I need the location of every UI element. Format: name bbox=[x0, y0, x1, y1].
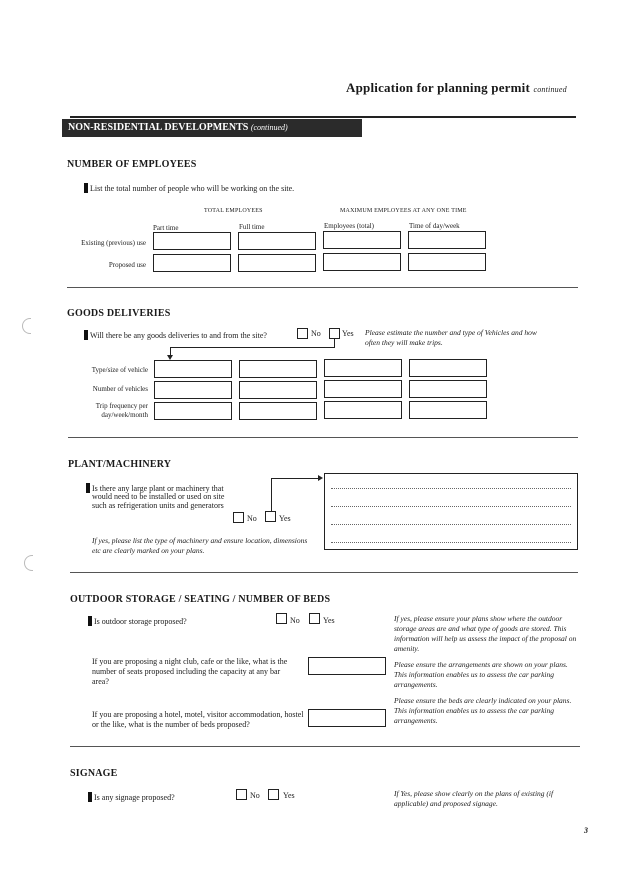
machinery-line-1 bbox=[331, 488, 571, 489]
section-divider bbox=[70, 746, 580, 747]
plant-heading: PLANT/MACHINERY bbox=[68, 459, 172, 470]
row-proposed-use: Proposed use bbox=[108, 261, 146, 269]
punch-hole-mark bbox=[22, 318, 31, 334]
form-title-continued: continued bbox=[533, 85, 567, 94]
plant-no-label: No bbox=[247, 514, 257, 523]
plant-question-line1: Is there any large plant or machinery that bbox=[92, 484, 224, 493]
beds-number-field[interactable] bbox=[308, 709, 386, 727]
row-existing-use: Existing (previous) use bbox=[81, 239, 146, 247]
outdoor-question bbox=[88, 616, 187, 626]
row-trip-frequency: Trip frequency per bbox=[95, 402, 148, 410]
row-trip-frequency-unit: day/week/month bbox=[101, 411, 148, 419]
banner-continued: (continued) bbox=[250, 123, 288, 132]
existing-time-of-day-field[interactable] bbox=[408, 231, 486, 249]
beds-question: If you are proposing a hotel, motel, visitor accommodation, hostel or the like, what is the number of beds proposed? bbox=[92, 710, 304, 729]
machinery-line-4 bbox=[331, 542, 571, 543]
header-rule bbox=[70, 116, 576, 118]
goods-question-text: Will there be any goods deliveries to and from the site? bbox=[90, 331, 267, 340]
col-part-time: Part time bbox=[153, 224, 179, 232]
plant-note: If yes, please list the type of machinery and ensure location, dimensions etc are clearly marked on your plans. bbox=[92, 536, 308, 555]
employees-question-text: List the total number of people who will be working on the site. bbox=[90, 184, 295, 193]
vehicle-type-field-4[interactable] bbox=[409, 359, 487, 377]
goods-yes-checkbox[interactable] bbox=[329, 328, 340, 339]
max-employees-header: MAXIMUM EMPLOYEES AT ANY ONE TIME bbox=[340, 208, 467, 214]
goods-note: Please estimate the number and type of Vehicles and how often they will make trips. bbox=[365, 328, 537, 347]
form-title bbox=[346, 80, 567, 96]
arrow-right-icon bbox=[318, 475, 323, 481]
signage-question-text: Is any signage proposed? bbox=[94, 793, 175, 802]
signage-heading: SIGNAGE bbox=[70, 768, 118, 779]
trip-frequency-field-3[interactable] bbox=[324, 401, 402, 419]
vehicle-number-field-1[interactable] bbox=[154, 381, 232, 399]
vehicle-type-field-2[interactable] bbox=[239, 360, 317, 378]
plant-connector bbox=[271, 478, 272, 512]
section-divider bbox=[67, 287, 578, 288]
vehicle-number-field-2[interactable] bbox=[239, 381, 317, 399]
vehicle-type-field-3[interactable] bbox=[324, 359, 402, 377]
outdoor-no-checkbox[interactable] bbox=[276, 613, 287, 624]
row-vehicle-number: Number of vehicles bbox=[92, 385, 148, 393]
goods-no-label: No bbox=[311, 329, 321, 338]
outdoor-note: If yes, please ensure your plans show where the outdoor storage areas are and what type of goods are stored. This information will help us assess the impact of the proposal on amenity. bbox=[394, 614, 577, 653]
proposed-part-time-field[interactable] bbox=[153, 254, 231, 272]
signage-no-label: No bbox=[250, 791, 260, 800]
plant-question-line2: would need to be installed or used on site bbox=[92, 492, 225, 501]
section-divider bbox=[70, 572, 578, 573]
signage-no-checkbox[interactable] bbox=[236, 789, 247, 800]
outdoor-no-label: No bbox=[290, 616, 300, 625]
total-employees-header: TOTAL EMPLOYEES bbox=[204, 208, 263, 214]
proposed-full-time-field[interactable] bbox=[238, 254, 316, 272]
page-number: 3 bbox=[584, 826, 588, 835]
goods-yes-label: Yes bbox=[342, 329, 354, 338]
section-divider bbox=[68, 437, 578, 438]
plant-yes-label: Yes bbox=[279, 514, 291, 523]
seating-question: If you are proposing a night club, cafe or the like, what is the number of seats proposed including the capacity at any bar area? bbox=[92, 657, 288, 686]
question-marker bbox=[88, 616, 92, 626]
punch-hole-mark bbox=[24, 555, 33, 571]
col-employees-total: Employees (total) bbox=[324, 222, 374, 230]
existing-part-time-field[interactable] bbox=[153, 232, 231, 250]
proposed-time-of-day-field[interactable] bbox=[408, 253, 486, 271]
outdoor-yes-label: Yes bbox=[323, 616, 335, 625]
goods-connector bbox=[170, 347, 335, 348]
employees-heading: NUMBER OF EMPLOYEES bbox=[67, 159, 197, 170]
trip-frequency-field-2[interactable] bbox=[239, 402, 317, 420]
signage-question bbox=[88, 792, 175, 802]
goods-no-checkbox[interactable] bbox=[297, 328, 308, 339]
trip-frequency-field-1[interactable] bbox=[154, 402, 232, 420]
goods-heading: GOODS DELIVERIES bbox=[67, 308, 171, 319]
seats-number-field[interactable] bbox=[308, 657, 386, 675]
machinery-list-box[interactable] bbox=[324, 473, 578, 550]
outdoor-question-text: Is outdoor storage proposed? bbox=[94, 617, 187, 626]
signage-note: If Yes, please show clearly on the plans of existing (if applicable) and proposed signage. bbox=[394, 789, 554, 808]
plant-yes-checkbox[interactable] bbox=[265, 511, 276, 522]
question-marker bbox=[88, 792, 92, 802]
proposed-employees-total-field[interactable] bbox=[323, 253, 401, 271]
banner-title: NON-RESIDENTIAL DEVELOPMENTS bbox=[68, 122, 249, 133]
outdoor-yes-checkbox[interactable] bbox=[309, 613, 320, 624]
vehicle-number-field-3[interactable] bbox=[324, 380, 402, 398]
trip-frequency-field-4[interactable] bbox=[409, 401, 487, 419]
vehicle-type-field-1[interactable] bbox=[154, 360, 232, 378]
row-vehicle-type: Type/size of vehicle bbox=[91, 366, 148, 374]
question-marker bbox=[84, 330, 88, 340]
section-banner bbox=[62, 119, 362, 137]
plant-connector bbox=[271, 478, 319, 479]
vehicle-number-field-4[interactable] bbox=[409, 380, 487, 398]
beds-note: Please ensure the beds are clearly indicated on your plans. This information enables us to assess the car parking arrangements. bbox=[394, 696, 572, 725]
machinery-line-3 bbox=[331, 524, 571, 525]
col-full-time: Full time bbox=[239, 223, 265, 231]
form-title-text: Application for planning permit bbox=[346, 80, 531, 95]
outdoor-heading: OUTDOOR STORAGE / SEATING / NUMBER OF BEDS bbox=[70, 594, 331, 605]
question-marker bbox=[86, 483, 90, 493]
signage-yes-label: Yes bbox=[283, 791, 295, 800]
machinery-line-2 bbox=[331, 506, 571, 507]
question-marker bbox=[84, 183, 88, 193]
signage-yes-checkbox[interactable] bbox=[268, 789, 279, 800]
employees-question bbox=[84, 183, 294, 193]
plant-no-checkbox[interactable] bbox=[233, 512, 244, 523]
col-time-of-day: Time of day/week bbox=[409, 222, 460, 230]
existing-employees-total-field[interactable] bbox=[323, 231, 401, 249]
plant-question-line3: such as refrigeration units and generators bbox=[92, 501, 224, 510]
goods-question bbox=[84, 330, 267, 340]
seating-note: Please ensure the arrangements are shown on your plans. This information enables us to assess the car parking arrangements. bbox=[394, 660, 568, 689]
existing-full-time-field[interactable] bbox=[238, 232, 316, 250]
